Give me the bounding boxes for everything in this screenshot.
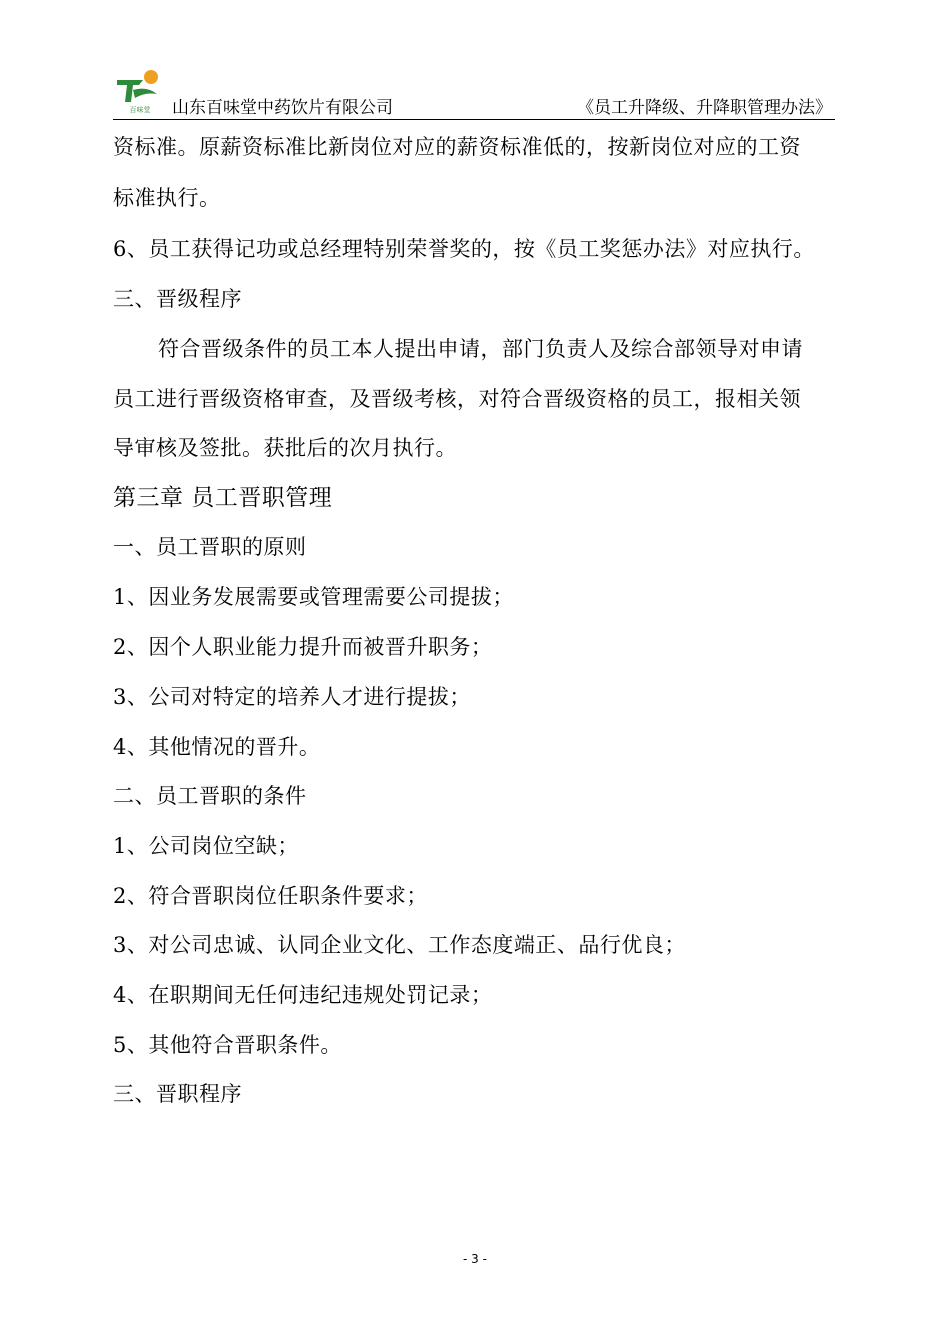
company-logo [113, 68, 167, 114]
list-item: 2、符合晋职岗位任职条件要求； [113, 884, 428, 908]
section-heading: 二、员工晋职的条件 [113, 784, 307, 808]
page-number: - 3 - [463, 1252, 487, 1266]
header-company-name: 山东百味堂中药饮片有限公司 [172, 98, 393, 118]
list-item: 4、在职期间无任何违纪违规处罚记录； [113, 983, 493, 1007]
list-item: 3、公司对特定的培养人才进行提拔； [113, 685, 471, 709]
list-item: 5、其他符合晋职条件。 [113, 1033, 342, 1057]
list-item: 4、其他情况的晋升。 [113, 735, 321, 759]
header-rule [113, 119, 835, 120]
paragraph-line: 员工进行晋级资格审查，及晋级考核，对符合晋级资格的员工，报相关领 [113, 387, 801, 411]
list-item: 3、对公司忠诚、认同企业文化、工作态度端正、品行优良； [113, 933, 686, 957]
list-item: 1、公司岗位空缺； [113, 834, 299, 858]
list-item: 2、因个人职业能力提升而被晋升职务； [113, 635, 493, 659]
paragraph-line: 符合晋级条件的员工本人提出申请，部门负责人及综合部领导对申请 [158, 337, 803, 361]
logo-text: 百味堂 [129, 106, 151, 114]
section-heading: 三、晋职程序 [113, 1082, 242, 1106]
logo-leaf-icon [133, 89, 157, 98]
section-heading: 一、员工晋职的原则 [113, 535, 307, 559]
section-heading: 三、晋级程序 [113, 287, 242, 311]
list-item: 6、员工获得记功或总经理特别荣誉奖的，按《员工奖惩办法》对应执行。 [113, 237, 815, 261]
body-line: 资标准。原薪资标准比新岗位对应的薪资标准低的，按新岗位对应的工资 [113, 135, 801, 159]
body-line: 标准执行。 [113, 186, 221, 210]
header-document-title: 《员工升降级、升降职管理办法》 [577, 98, 832, 118]
paragraph-line: 导审核及签批。获批后的次月执行。 [113, 436, 457, 460]
list-item: 1、因业务发展需要或管理需要公司提拔； [113, 585, 514, 609]
logo-sun-icon [144, 70, 158, 84]
chapter-heading: 第三章 员工晋职管理 [113, 485, 333, 511]
